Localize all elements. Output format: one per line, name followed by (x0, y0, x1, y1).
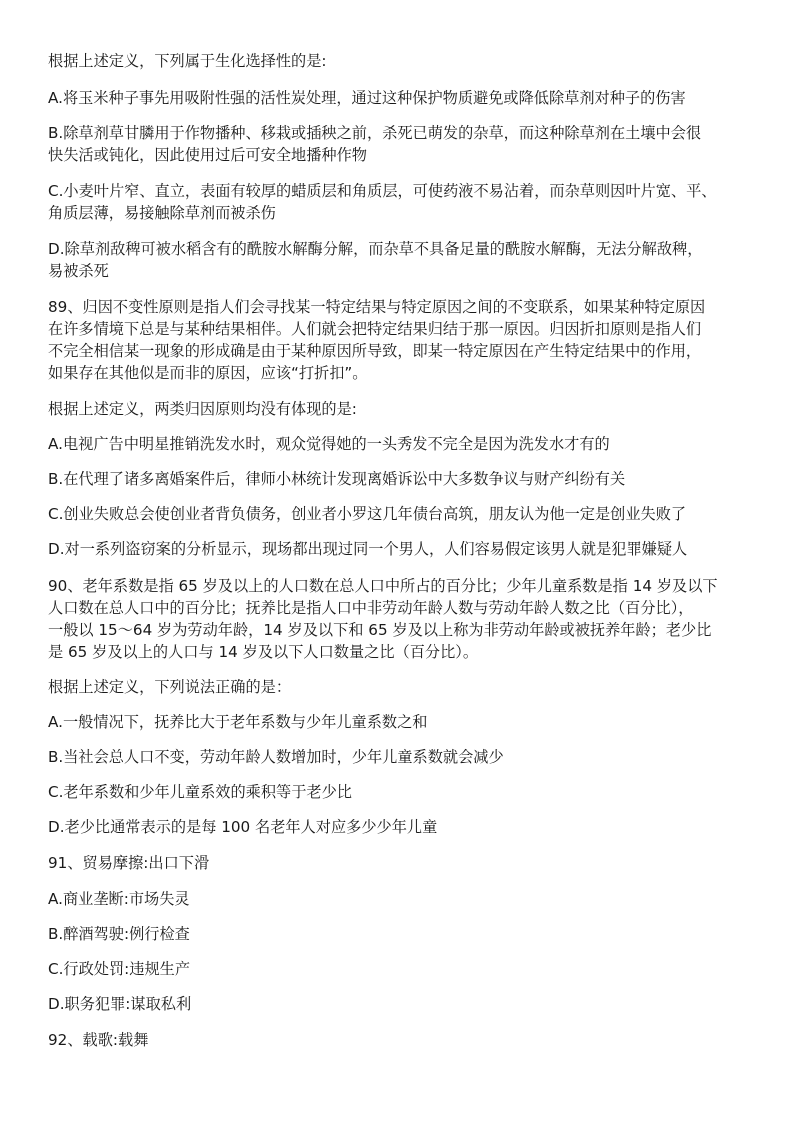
question-90: 90、老年系数是指 65 岁及以上的人口数在总人口中所占的百分比；少年儿童系数是指 14 岁及以下 (48, 577, 718, 595)
option-d: D.老少比通常表示的是每 100 名老年人对应多少少年儿童 (48, 818, 438, 836)
question-90-line-3: 一般以 15～64 岁为劳动年龄，14 岁及以下和 65 岁及以上称为非劳动年龄或被抚养年龄；老少比 (48, 621, 712, 639)
question-stem: 根据上述定义，下列属于生化选择性的是: (48, 52, 327, 70)
option-c: C.小麦叶片窄、直立，表面有较厚的蜡质层和角质层，可使药液不易沾着，而杂草则因叶片宽、平、 (48, 182, 717, 200)
option-c: C.行政处罚:违规生产 (48, 960, 191, 978)
option-a: A.电视广告中明星推销洗发水时，观众觉得她的一头秀发不完全是因为洗发水才有的 (48, 435, 610, 453)
option-c-line-2: 角质层薄，易接触除草剂而被杀伤 (48, 204, 276, 222)
question-89-line-4: 如果存在其他似是而非的原因，应该“打折扣”。 (48, 364, 368, 382)
question-91: 91、贸易摩擦:出口下滑 (48, 854, 210, 872)
option-a: A.一般情况下，抚养比大于老年系数与少年儿童系数之和 (48, 713, 428, 731)
question-stem: 根据上述定义，下列说法正确的是： (48, 678, 291, 696)
option-b: B.醉酒驾驶:例行检查 (48, 925, 190, 943)
question-89: 89、归因不变性原则是指人们会寻找某一特定结果与特定原因之间的不变联系，如果某种特定原因 (48, 298, 706, 316)
option-a: A.将玉米种子事先用吸附性强的活性炭处理，通过这种保护物质避免或降低除草剂对种子的伤害 (48, 89, 686, 107)
option-c: C.创业失败总会使创业者背负债务，创业者小罗这几年债台高筑，朋友认为他一定是创业失败了 (48, 505, 687, 523)
option-c: C.老年系数和少年儿童系效的乘积等于老少比 (48, 783, 352, 801)
option-b: B.当社会总人口不变，劳动年龄人数增加时，少年儿童系数就会减少 (48, 748, 504, 766)
option-d: D.对一系列盗窃案的分析显示，现场都出现过同一个男人，人们容易假定该男人就是犯罪嫌疑人 (48, 540, 688, 558)
question-89-line-3: 不完全相信某一现象的形成确是由于某种原因所导致，即某一特定原因在产生特定结果中的作用， (48, 342, 702, 360)
option-d-line-2: 易被杀死 (48, 262, 109, 280)
question-90-line-2: 人口数在总人口中的百分比；抚养比是指人口中非劳动年龄人数与劳动年龄人数之比（百分比）， (48, 599, 694, 617)
question-92: 92、载歌:载舞 (48, 1031, 149, 1049)
option-b-line-2: 快失活或钝化，因此使用过后可安全地播种作物 (48, 146, 367, 164)
question-stem: 根据上述定义，两类归因原则均没有体现的是: (48, 400, 357, 418)
option-b: B.除草剂草甘膦用于作物播种、移栽或插秧之前，杀死已萌发的杂草，而这种除草剂在土壤中会很 (48, 124, 702, 142)
option-d: D.除草剂敌稗可被水稻含有的酰胺水解酶分解，而杂草不具备足量的酰胺水解酶，无法分解敌稗， (48, 240, 703, 258)
option-b: B.在代理了诸多离婚案件后，律师小林统计发现离婚诉讼中大多数争议与财产纠纷有关 (48, 470, 626, 488)
question-89-line-2: 在许多情境下总是与某种结果相伴。人们就会把特定结果归结于那一原因。归因折扣原则是指人们 (48, 320, 702, 338)
option-a: A.商业垄断:市场失灵 (48, 890, 190, 908)
option-d: D.职务犯罪:谋取私利 (48, 995, 192, 1013)
question-90-line-4: 是 65 岁及以上的人口与 14 岁及以下人口数量之比（百分比）。 (48, 643, 479, 661)
